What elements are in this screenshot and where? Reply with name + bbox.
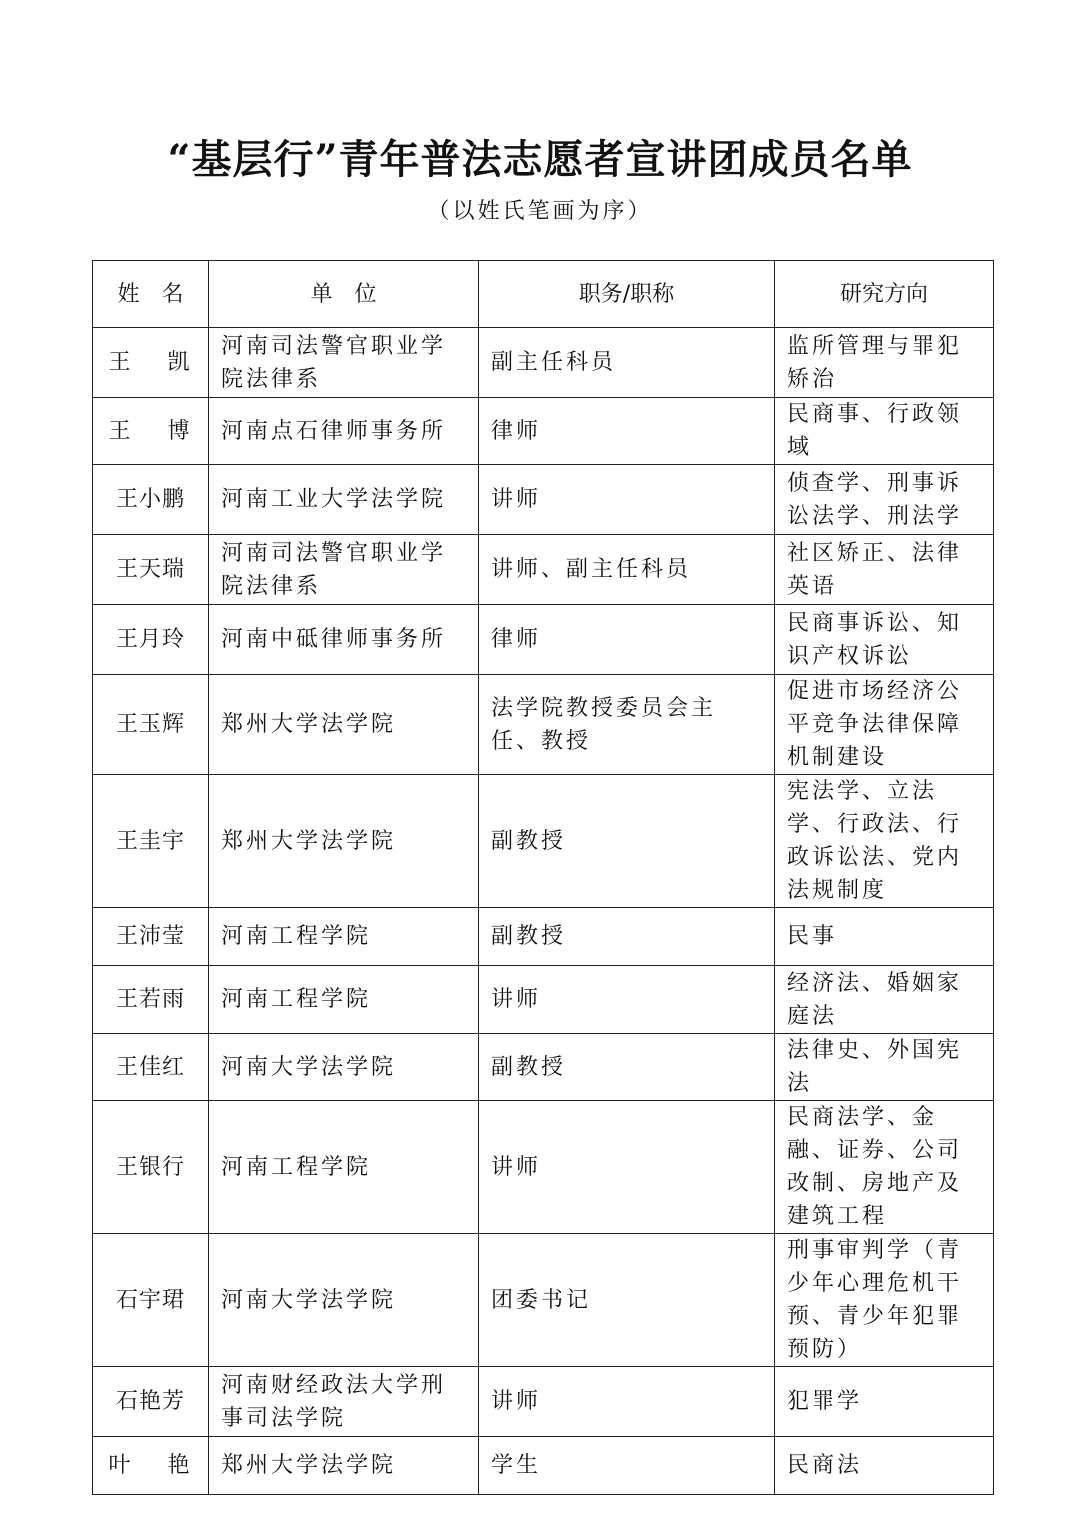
table-row: [93, 908, 994, 966]
member-unit: 郑州大学法学院: [209, 1437, 479, 1495]
table-row: [93, 675, 994, 775]
member-unit: 河南工业大学法学院: [209, 465, 479, 535]
header-position: 职务/职称: [479, 261, 775, 328]
member-position: 讲师: [479, 1367, 775, 1437]
member-research: 民商法学、金融、证券、公司改制、房地产及建筑工程: [775, 1101, 994, 1234]
table-row: [93, 775, 994, 908]
table-row: [93, 465, 994, 535]
member-name: 王小鹏: [93, 465, 209, 535]
member-position: 副教授: [479, 775, 775, 908]
member-research: 民商事诉讼、知识产权诉讼: [775, 605, 994, 675]
member-position: 讲师: [479, 1101, 775, 1234]
member-research: 宪法学、立法学、行政法、行政诉讼法、党内法规制度: [775, 775, 994, 908]
member-position: 团委书记: [479, 1234, 775, 1367]
member-research: 社区矫正、法律英语: [775, 535, 994, 605]
member-research: 侦查学、刑事诉讼法学、刑法学: [775, 465, 994, 535]
member-table: [92, 260, 994, 1495]
member-position: 法学院教授委员会主任、教授: [479, 675, 775, 775]
member-position: 律师: [479, 398, 775, 465]
member-position: 副教授: [479, 908, 775, 966]
member-research: 犯罪学: [775, 1367, 994, 1437]
header-unit: 单 位: [209, 261, 479, 328]
member-name: 王月玲: [93, 605, 209, 675]
member-unit: 河南工程学院: [209, 1101, 479, 1234]
document-subtitle: （以姓氏笔画为序）: [427, 199, 653, 224]
member-unit: 河南中砥律师事务所: [209, 605, 479, 675]
member-unit: 河南工程学院: [209, 908, 479, 966]
member-research: 经济法、婚姻家庭法: [775, 966, 994, 1034]
member-name: 王 凯: [93, 328, 209, 398]
member-unit: 河南司法警官职业学院法律系: [209, 328, 479, 398]
member-name: 王沛莹: [93, 908, 209, 966]
member-research: 法律史、外国宪法: [775, 1034, 994, 1101]
member-unit: 河南司法警官职业学院法律系: [209, 535, 479, 605]
table-row: [93, 328, 994, 398]
table-header-row: [93, 261, 994, 328]
member-name: 王玉辉: [93, 675, 209, 775]
member-position: 讲师、副主任科员: [479, 535, 775, 605]
member-unit: 河南点石律师事务所: [209, 398, 479, 465]
member-position: 学生: [479, 1437, 775, 1495]
member-unit: 河南财经政法大学刑事司法学院: [209, 1367, 479, 1437]
member-name: 石宇珺: [93, 1234, 209, 1367]
member-research: 促进市场经济公平竞争法律保障机制建设: [775, 675, 994, 775]
member-research: 民商事、行政领域: [775, 398, 994, 465]
table-row: [93, 966, 994, 1034]
member-unit: 郑州大学法学院: [209, 675, 479, 775]
member-unit: 河南大学法学院: [209, 1034, 479, 1101]
member-unit: 郑州大学法学院: [209, 775, 479, 908]
member-position: 讲师: [479, 966, 775, 1034]
table-row: [93, 1437, 994, 1495]
table-row: [93, 1234, 994, 1367]
member-name: 王天瑞: [93, 535, 209, 605]
member-research: 监所管理与罪犯矫治: [775, 328, 994, 398]
table-row: [93, 1034, 994, 1101]
member-name: 叶 艳: [93, 1437, 209, 1495]
table-row: [93, 1367, 994, 1437]
member-position: 讲师: [479, 465, 775, 535]
member-research: 民事: [775, 908, 994, 966]
table-row: [93, 398, 994, 465]
member-name: 王若雨: [93, 966, 209, 1034]
member-unit: 河南工程学院: [209, 966, 479, 1034]
member-name: 王圭宇: [93, 775, 209, 908]
table-row: [93, 1101, 994, 1234]
header-name: 姓 名: [93, 261, 209, 328]
table-row: [93, 605, 994, 675]
document-title: “基层行”青年普法志愿者宣讲团成员名单: [167, 136, 913, 183]
member-research: 刑事审判学（青少年心理危机干预、青少年犯罪预防）: [775, 1234, 994, 1367]
member-position: 副教授: [479, 1034, 775, 1101]
member-unit: 河南大学法学院: [209, 1234, 479, 1367]
member-position: 律师: [479, 605, 775, 675]
member-name: 石艳芳: [93, 1367, 209, 1437]
member-name: 王银行: [93, 1101, 209, 1234]
header-research: 研究方向: [775, 261, 994, 328]
member-name: 王佳红: [93, 1034, 209, 1101]
member-research: 民商法: [775, 1437, 994, 1495]
member-position: 副主任科员: [479, 328, 775, 398]
member-name: 王 博: [93, 398, 209, 465]
table-body: [93, 328, 994, 1495]
table-row: [93, 535, 994, 605]
